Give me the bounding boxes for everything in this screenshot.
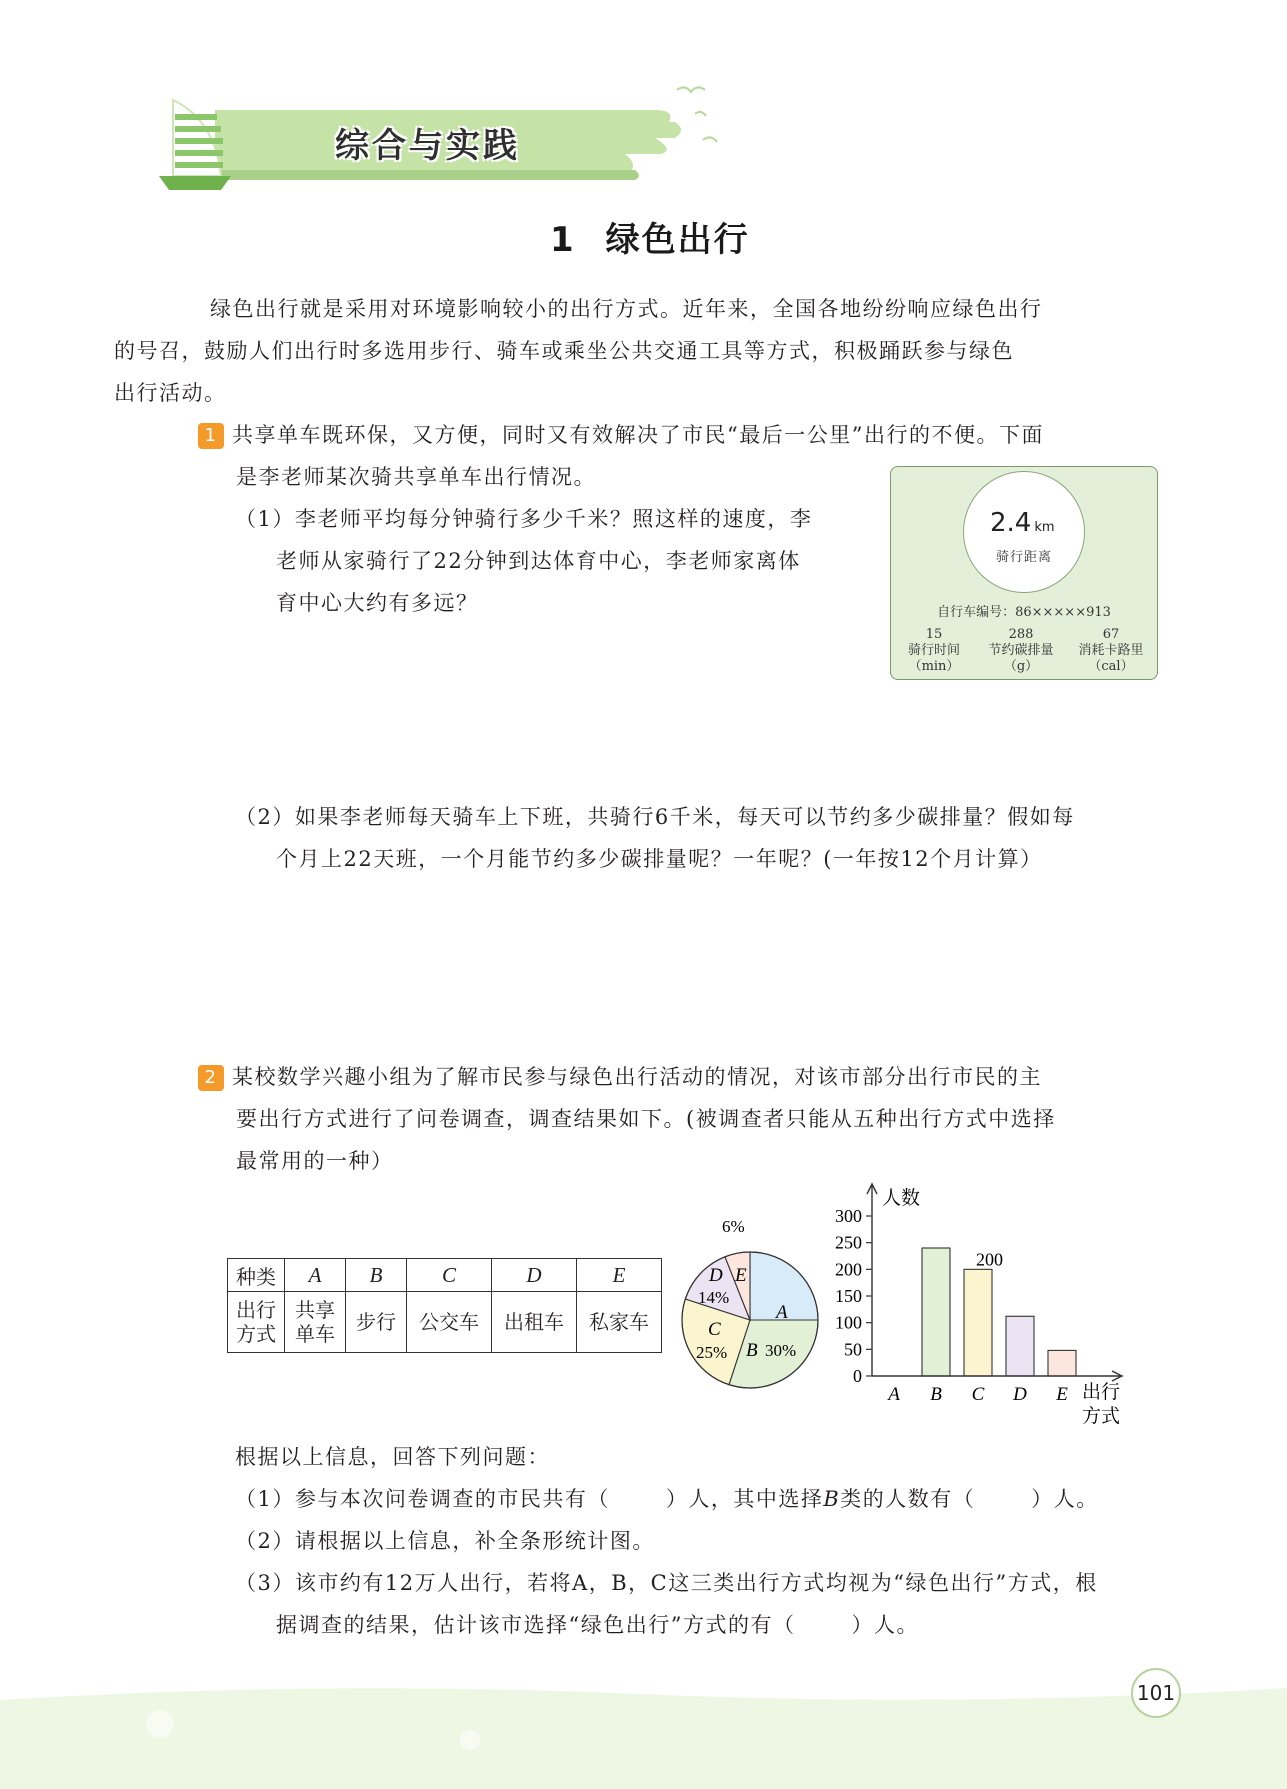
- table-header-cell: [285, 1259, 346, 1292]
- stat-unit: （min）: [908, 659, 960, 674]
- sub-question-3: [235, 1562, 1170, 1646]
- bottom-decoration: [0, 1680, 1287, 1789]
- question-text: 类的人数有（: [840, 1487, 976, 1511]
- sub-question-1: [235, 1478, 1185, 1520]
- question-text: ）人。: [851, 1613, 919, 1637]
- intro-line: 的号召，鼓励人们出行时多选用步行、骑车或乘坐公共交通工具等方式，积极踊跃参与绿色: [114, 339, 1014, 363]
- table-header-cell: [492, 1259, 577, 1292]
- bar-data-label: 200: [976, 1249, 1003, 1270]
- question-text: 老师从家骑行了22分钟到达体育中心，李老师家离体: [276, 549, 801, 573]
- category-label: D: [526, 1262, 542, 1287]
- pie-label-d-percent: 14%: [698, 1288, 730, 1307]
- pie-label-c-percent: 25%: [696, 1343, 728, 1362]
- table-header-cell: 种类: [228, 1259, 285, 1292]
- y-tick-label: 150: [835, 1286, 862, 1306]
- sub-question-2: （2）请根据以上信息，补全条形统计图。: [235, 1529, 655, 1553]
- distance-circle: [963, 471, 1085, 593]
- table-header-cell: [407, 1259, 492, 1292]
- y-tick-label: 0: [853, 1366, 862, 1386]
- stat-unit: （cal）: [1088, 659, 1134, 674]
- question-text: 个月上22天班，一个月能节约多少碳排量呢？一年呢？(一年按12个月计算）: [276, 847, 1043, 871]
- row-label-line: 出行: [236, 1298, 276, 1322]
- y-tick-label: 50: [844, 1339, 862, 1360]
- question-number-badge: 1: [198, 423, 224, 449]
- question-2: [198, 1056, 1163, 1182]
- category-label: E: [612, 1262, 626, 1287]
- travel-mode-table: [227, 1258, 662, 1353]
- question-text: [235, 1604, 1170, 1646]
- question-text: （1）李老师平均每分钟骑行多少千米？照这样的速度，李: [235, 507, 813, 531]
- question-text: （2）如果李老师每天骑车上下班，共骑行6千米，每天可以节约多少碳排量？假如每: [235, 805, 1075, 829]
- x-tick-label: C: [971, 1384, 985, 1405]
- table-cell: 公交车: [407, 1292, 492, 1353]
- x-tick-label: D: [1013, 1384, 1027, 1405]
- pie-chart: [670, 1220, 830, 1400]
- distance-number: 2.4: [990, 508, 1032, 538]
- question-1-part-1: [235, 498, 885, 624]
- question-text: ）人，其中选择: [665, 1487, 824, 1511]
- instruction-text: 根据以上信息，回答下列问题：: [235, 1445, 550, 1469]
- pie-label-e: E: [735, 1265, 747, 1286]
- bar-d: [1006, 1316, 1034, 1376]
- question-text: 要出行方式进行了问卷调查，调查结果如下。(被调查者只能从五种出行方式中选择: [236, 1107, 1056, 1131]
- pie-label-c: C: [708, 1319, 721, 1340]
- stat-label: 骑行时间: [907, 643, 960, 658]
- pie-label-e-percent: 6%: [722, 1220, 745, 1236]
- distance-value: [990, 508, 1055, 538]
- question-text: 育中心大约有多远？: [276, 591, 479, 615]
- table-cell: [285, 1292, 346, 1353]
- question-text: （1）参与本次问卷调查的市民共有（: [235, 1487, 610, 1511]
- question-text: （3）该市约有12万人出行，若将A，B，C这三类出行方式均视为“绿色出行”方式，根: [235, 1571, 1098, 1595]
- intro-line: 出行活动。: [114, 381, 227, 405]
- question-text: 是李老师某次骑共享单车出行情况。: [236, 465, 596, 489]
- y-tick-label: 200: [835, 1259, 862, 1280]
- bar-b: [922, 1248, 950, 1376]
- question-text: 最常用的一种）: [236, 1149, 394, 1173]
- y-tick-label: 300: [835, 1206, 862, 1226]
- category-label: B: [369, 1262, 383, 1287]
- distance-unit: km: [1034, 520, 1055, 535]
- x-tick-label: B: [930, 1384, 942, 1405]
- x-axis-label: 方式: [1082, 1406, 1121, 1427]
- lesson-number: 1: [550, 220, 576, 260]
- table-row: [228, 1259, 662, 1292]
- intro-line: 绿色出行就是采用对环境影响较小的出行方式。近年来，全国各地纷纷响应绿色出行: [210, 297, 1043, 321]
- mode-line: 共享: [295, 1298, 335, 1322]
- table-header-cell: [346, 1259, 407, 1292]
- table-cell: 私家车: [577, 1292, 662, 1353]
- stat-ride-time: [899, 627, 969, 675]
- bar-e: [1048, 1350, 1076, 1376]
- question-number-badge: 2: [198, 1065, 224, 1091]
- lesson-title: [550, 212, 750, 261]
- intro-paragraph: [114, 288, 1157, 414]
- question-text: 共享单车既环保，又方便，同时又有效解决了市民“最后一公里”出行的不便。下面: [232, 423, 1044, 447]
- banner-ribbon-shadow: [175, 170, 639, 180]
- bird-icon: [677, 87, 717, 142]
- stat-carbon-saved: [975, 627, 1067, 675]
- page-number: 101: [1131, 1668, 1181, 1718]
- question-text: ）人。: [1031, 1487, 1099, 1511]
- mode-line: 单车: [295, 1322, 335, 1346]
- y-tick-label: 100: [835, 1312, 862, 1333]
- table-cell: 出租车: [492, 1292, 577, 1353]
- distance-label: 骑行距离: [995, 550, 1052, 565]
- row-label-line: 方式: [236, 1322, 276, 1346]
- pie-label-b-percent: 30%: [765, 1341, 797, 1360]
- pie-label-a: A: [776, 1302, 788, 1323]
- category-label: B: [823, 1487, 841, 1511]
- pie-label-d: D: [709, 1265, 723, 1286]
- question-text: 据调查的结果，估计该市选择“绿色出行”方式的有（: [276, 1613, 796, 1637]
- stat-calories: [1069, 627, 1153, 675]
- table-row-label: [228, 1292, 285, 1353]
- pie-label-b: B: [746, 1340, 758, 1361]
- lesson-title-text: 绿色出行: [605, 220, 750, 260]
- stat-unit: （g）: [1003, 659, 1039, 674]
- table-cell: 步行: [346, 1292, 407, 1353]
- question-1-part-2: [235, 796, 1165, 880]
- question-text: 某校数学兴趣小组为了解市民参与绿色出行活动的情况，对该市部分出行市民的主: [232, 1065, 1042, 1089]
- bar-chart: [820, 1180, 1140, 1430]
- stat-value: 67: [1102, 627, 1120, 642]
- x-axis-label: 出行: [1082, 1382, 1121, 1403]
- stat-label: 节约碳排量: [988, 643, 1054, 658]
- section-title: 综合与实践: [335, 126, 520, 166]
- stat-value: 288: [1008, 627, 1034, 642]
- x-tick-label: E: [1056, 1384, 1068, 1405]
- x-tick-label: A: [888, 1384, 900, 1405]
- table-header-cell: [577, 1259, 662, 1292]
- stat-value: 15: [925, 627, 943, 642]
- stat-label: 消耗卡路里: [1078, 643, 1144, 658]
- category-label: A: [308, 1262, 322, 1287]
- y-tick-label: 250: [835, 1232, 862, 1253]
- y-axis-label: 人数: [882, 1188, 921, 1209]
- table-row: [228, 1292, 662, 1353]
- bike-id: 自行车编号：86×××××913: [937, 605, 1111, 620]
- bike-ride-card: [890, 466, 1158, 680]
- bar-c: [964, 1269, 992, 1376]
- category-label: C: [441, 1262, 456, 1287]
